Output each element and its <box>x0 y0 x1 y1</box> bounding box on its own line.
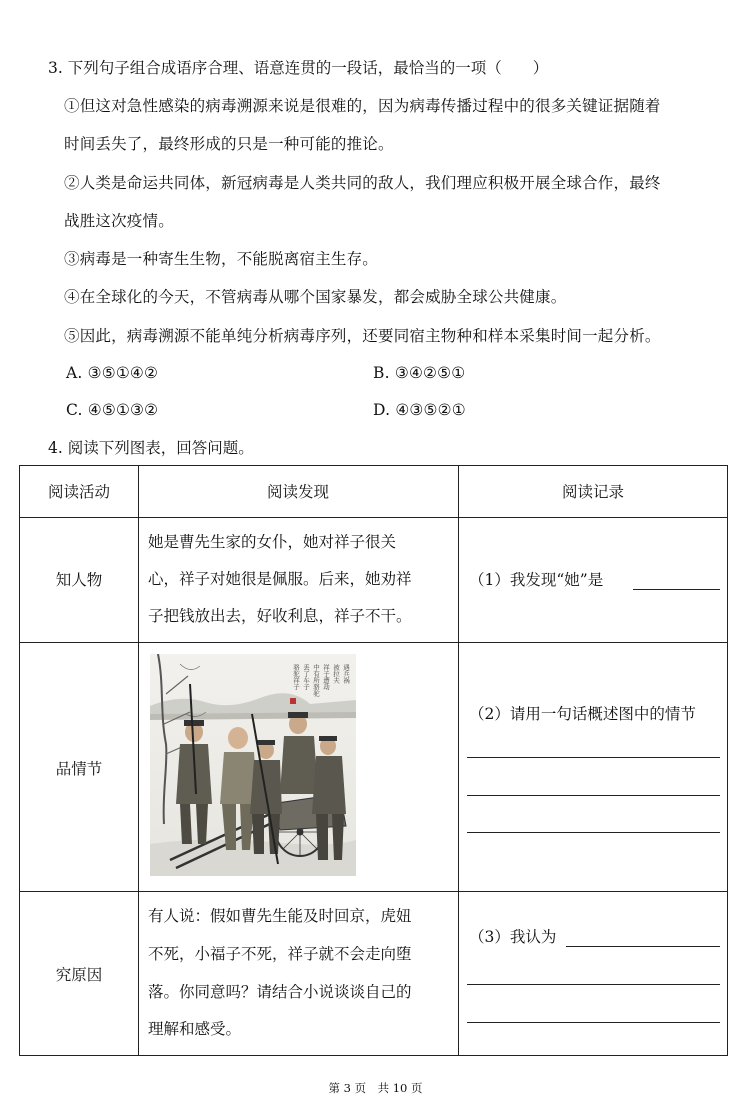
q3-sentence-3: ③病毒是一种寄生生物，不能脱离宿主生存。 <box>64 250 379 268</box>
row1-answer-line[interactable] <box>633 589 720 590</box>
q3-sentence-2-line-2: 战胜这次疫情。 <box>64 212 174 230</box>
row1-record-prompt: （1）我发现“她”是 <box>469 571 604 589</box>
q3-option-b: B. ③④②⑤① <box>373 364 466 382</box>
row1-finding-line-3: 子把钱放出去，好收利息，祥子不干。 <box>148 607 412 625</box>
calligraphy-col-5: 丢了车子 <box>302 664 310 690</box>
row2-answer-line-3[interactable] <box>467 832 720 833</box>
calligraphy-col-2: 被拉夫 <box>332 664 340 684</box>
calligraphy-col-3: 祥子遭劫 <box>322 664 330 690</box>
row1-finding-line-2: 心，祥子对她很是佩服。后来，她劝祥 <box>148 570 412 588</box>
row3-record-prompt: （3）我认为 <box>469 928 557 946</box>
row2-answer-line-2[interactable] <box>467 795 720 796</box>
story-illustration <box>150 654 356 876</box>
row2-activity: 品情节 <box>55 760 103 778</box>
calligraphy-col-1: 遇兵祸 <box>342 664 350 684</box>
q3-sentence-4: ④在全球化的今天，不管病毒从哪个国家暴发，都会威胁全球公共健康。 <box>64 288 567 306</box>
q4-stem: 4. 阅读下列图表，回答问题。 <box>48 439 254 457</box>
page-footer: 第 3 页 共 10 页 <box>328 1081 423 1095</box>
row2-answer-line-1[interactable] <box>467 757 720 758</box>
calligraphy-col-6: 骆驼祥子 <box>292 664 300 690</box>
row3-finding-line-4: 理解和感受。 <box>148 1020 242 1038</box>
q3-option-d: D. ④③⑤②① <box>373 401 466 419</box>
reading-table <box>19 465 728 1056</box>
q3-sentence-5: ⑤因此，病毒溯源不能单纯分析病毒序列，还要同宿主物种和样本采集时间一起分析。 <box>64 327 661 345</box>
q3-stem: 3. 下列句子组合成语序合理、语意连贯的一段话，最恰当的一项（ ） <box>48 59 549 77</box>
calligraphy-col-4: 中有所骆驼 <box>312 664 320 697</box>
row2-record-prompt: （2）请用一句话概述图中的情节 <box>469 705 696 723</box>
q3-sentence-1-line-2: 时间丢失了，最终形成的只是一种可能的推论。 <box>64 135 394 153</box>
row3-answer-line-3[interactable] <box>467 1022 720 1023</box>
row3-activity: 究原因 <box>55 966 103 984</box>
header-activity: 阅读活动 <box>47 483 110 501</box>
row3-answer-line-2[interactable] <box>467 984 720 985</box>
row1-activity: 知人物 <box>55 571 103 589</box>
q3-sentence-2-line-1: ②人类是命运共同体，新冠病毒是人类共同的敌人，我们理应积极开展全球合作，最终 <box>64 174 661 192</box>
row3-answer-line-1[interactable] <box>566 946 720 947</box>
q3-sentence-1-line-1: ①但这对急性感染的病毒溯源来说是很难的，因为病毒传播过程中的很多关键证据随着 <box>64 97 661 115</box>
header-finding: 阅读发现 <box>266 483 329 501</box>
q3-option-c: C. ④⑤①③② <box>66 401 159 419</box>
rickshaw-soldiers-image <box>150 654 356 876</box>
header-record: 阅读记录 <box>561 483 624 501</box>
row3-finding-line-3: 落。你同意吗？请结合小说谈谈自己的 <box>148 983 412 1001</box>
row1-finding-line-1: 她是曹先生家的女仆，她对祥子很关 <box>148 533 397 551</box>
row3-finding-line-1: 有人说：假如曹先生能及时回京，虎妞 <box>148 907 412 925</box>
q3-option-a: A. ③⑤①④② <box>66 364 159 382</box>
row3-finding-line-2: 不死，小福子不死，祥子就不会走向堕 <box>148 945 412 963</box>
